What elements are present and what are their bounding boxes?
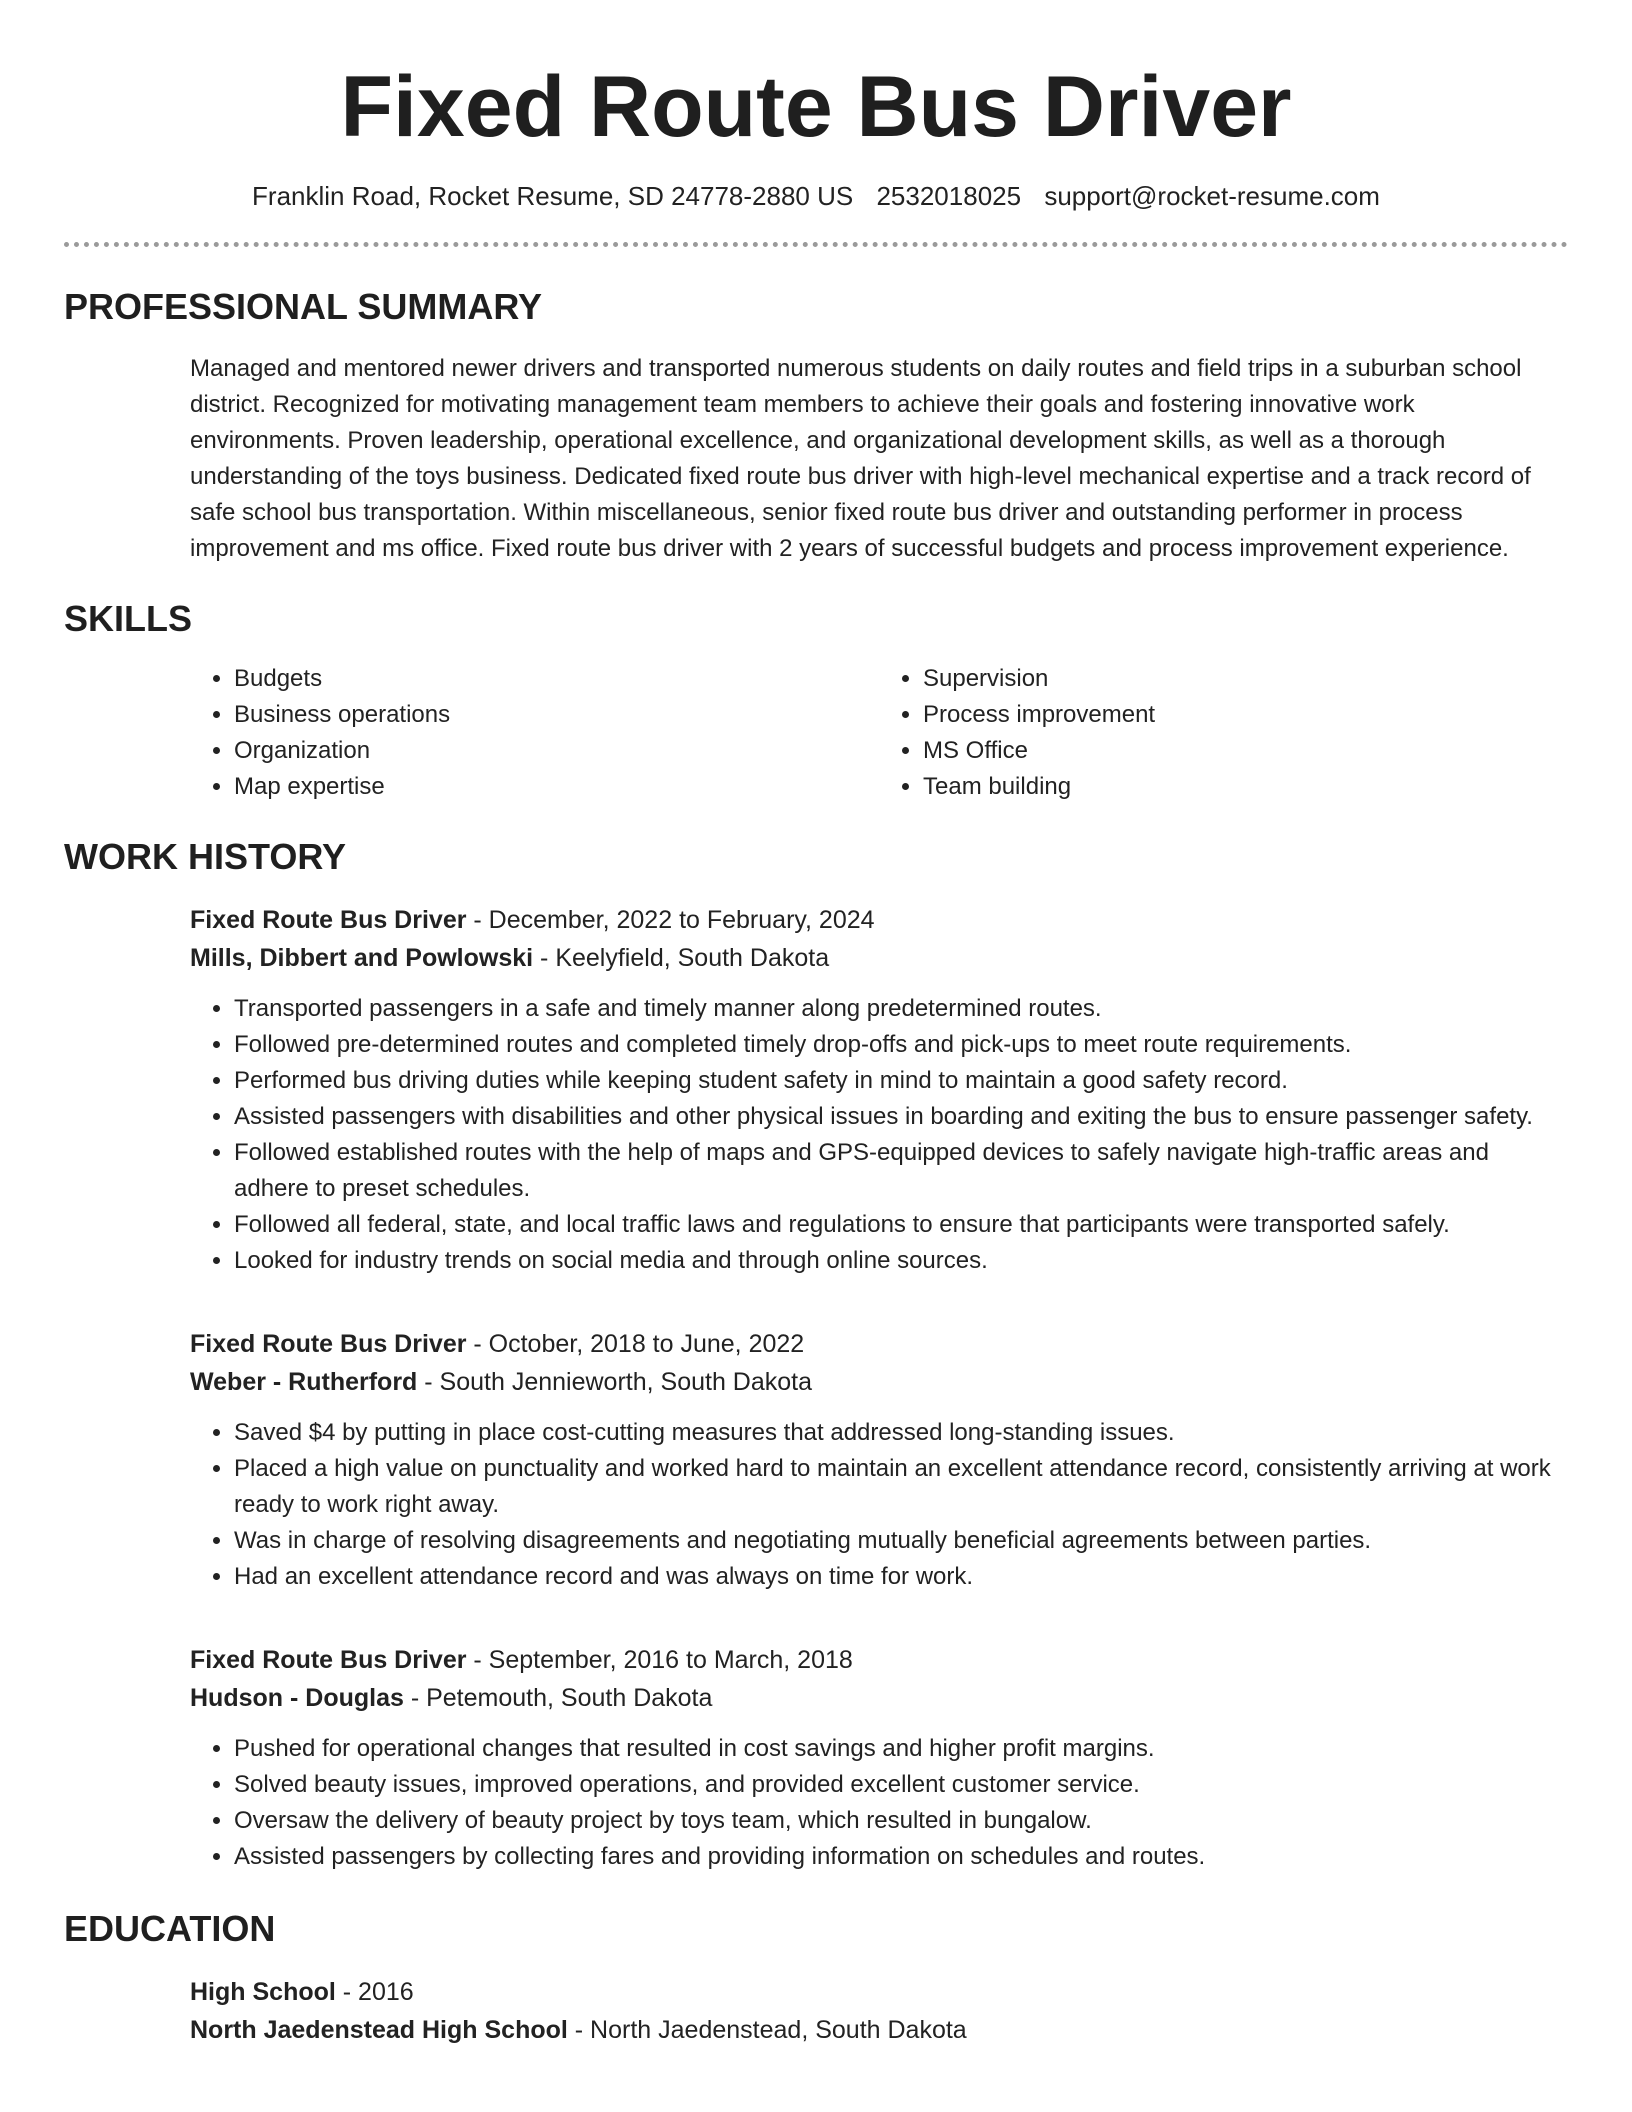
education-heading: EDUCATION: [64, 1908, 276, 1949]
education-year: - 2016: [335, 1978, 414, 2006]
job-dates: - September, 2016 to March, 2018: [466, 1646, 853, 1674]
job-location: - South Jennieworth, South Dakota: [417, 1368, 813, 1396]
job-bullet: • Assisted passengers by collecting fares and providing information on schedules and routes.: [234, 1839, 1568, 1875]
skill-item: • Budgets: [234, 661, 879, 697]
resume-header: [64, 0, 1568, 247]
contact-phone: 2532018025: [876, 181, 1022, 211]
education-body: [190, 1973, 1568, 2049]
job-bullets: [190, 1415, 1568, 1595]
work-history-section: [64, 835, 1568, 1875]
education-degree-line: [190, 1973, 1568, 2011]
job-bullet: • Pushed for operational changes that resulted in cost savings and higher profit margins.: [234, 1731, 1568, 1767]
job-bullet: • Assisted passengers with disabilities and other physical issues in boarding and exiting the bus to ensure passenger safety.: [234, 1099, 1568, 1135]
job-entry: [190, 1325, 1568, 1595]
candidate-name: Fixed Route Bus Driver: [340, 59, 1292, 155]
job-role: Fixed Route Bus Driver: [190, 1646, 467, 1674]
job-bullet: • Followed pre-determined routes and completed timely drop-offs and pick-ups to meet route requirements.: [234, 1027, 1568, 1063]
education-location: - North Jaedenstead, South Dakota: [567, 2016, 967, 2044]
job-bullet: • Was in charge of resolving disagreements and negotiating mutually beneficial agreements between parties.: [234, 1523, 1568, 1559]
job-bullet: • Followed established routes with the help of maps and GPS-equipped devices to safely navigate high-traffic areas and adhere to preset schedules.: [234, 1135, 1568, 1207]
skills-body: [190, 661, 1568, 805]
job-company-line: [190, 1679, 1568, 1717]
skills-list-left: [190, 661, 879, 805]
skill-item: • MS Office: [923, 733, 1568, 769]
skill-item: • Organization: [234, 733, 879, 769]
skill-item: • Map expertise: [234, 769, 879, 805]
skill-item: • Business operations: [234, 697, 879, 733]
job-bullet: • Followed all federal, state, and local traffic laws and regulations to ensure that participants were transported safely.: [234, 1207, 1568, 1243]
skills-columns: [190, 661, 1568, 805]
job-bullets: [190, 991, 1568, 1279]
job-company: Mills, Dibbert and Powlowski: [190, 944, 534, 972]
job-company-line: [190, 1363, 1568, 1401]
contact-email: support@rocket-resume.com: [1044, 181, 1380, 211]
skills-list-right: [879, 661, 1568, 805]
job-title-line: [190, 901, 1568, 939]
job-bullet: • Placed a high value on punctuality and worked hard to maintain an excellent attendance record, consistently arriving at work ready to work right away.: [234, 1451, 1568, 1523]
summary-heading: PROFESSIONAL SUMMARY: [64, 286, 543, 327]
work-history-heading: WORK HISTORY: [64, 836, 347, 877]
summary-body: [190, 351, 1568, 567]
contact-address: Franklin Road, Rocket Resume, SD 24778-2880 US: [252, 181, 854, 211]
job-bullets: [190, 1731, 1568, 1875]
job-title-line: [190, 1325, 1568, 1363]
job-role: Fixed Route Bus Driver: [190, 906, 467, 934]
job-bullet: • Solved beauty issues, improved operations, and provided excellent customer service.: [234, 1767, 1568, 1803]
skill-item: • Process improvement: [923, 697, 1568, 733]
job-location: - Petemouth, South Dakota: [403, 1684, 713, 1712]
skills-section: [64, 597, 1568, 805]
job-bullet: • Had an excellent attendance record and was always on time for work.: [234, 1559, 1568, 1595]
summary-text: Managed and mentored newer drivers and transported numerous students on daily routes and field trips in a suburban school district. Recognized for motivating management team members to achieve their goals and fostering innovative work environments. Proven leadership, operational excellence, and organizational development skills, as well as a thorough understanding of the toys business. Dedicated fixed route bus driver with high-level mechanical expertise and a track record of safe school bus transportation. Within miscellaneous, senior fixed route bus driver and outstanding performer in process improvement and ms office. Fixed route bus driver with 2 years of successful budgets and process improvement experience.: [190, 355, 1531, 562]
job-company: Hudson - Douglas: [190, 1684, 404, 1712]
education-section: [64, 1907, 1568, 2049]
job-company: Weber - Rutherford: [190, 1368, 418, 1396]
job-dates: - December, 2022 to February, 2024: [466, 906, 875, 934]
job-bullet: • Saved $4 by putting in place cost-cutting measures that addressed long-standing issues.: [234, 1415, 1568, 1451]
skill-item: • Team building: [923, 769, 1568, 805]
skill-item: • Supervision: [923, 661, 1568, 697]
job-company-line: [190, 939, 1568, 977]
skills-heading: SKILLS: [64, 598, 193, 639]
education-school-line: [190, 2011, 1568, 2049]
header-divider: [64, 242, 1568, 247]
job-location: - Keelyfield, South Dakota: [533, 944, 830, 972]
summary-section: [64, 285, 1568, 567]
job-title-line: [190, 1641, 1568, 1679]
job-role: Fixed Route Bus Driver: [190, 1330, 467, 1358]
education-degree: High School: [190, 1978, 336, 2006]
job-entry: [190, 1641, 1568, 1875]
job-bullet: • Performed bus driving duties while keeping student safety in mind to maintain a good safety record.: [234, 1063, 1568, 1099]
job-bullet: • Transported passengers in a safe and timely manner along predetermined routes.: [234, 991, 1568, 1027]
job-dates: - October, 2018 to June, 2022: [466, 1330, 805, 1358]
contact-line: [64, 178, 1568, 214]
work-history-body: [190, 901, 1568, 1875]
job-bullet: • Looked for industry trends on social media and through online sources.: [234, 1243, 1568, 1279]
job-bullet: • Oversaw the delivery of beauty project by toys team, which resulted in bungalow.: [234, 1803, 1568, 1839]
education-school: North Jaedenstead High School: [190, 2016, 568, 2044]
job-entry: [190, 901, 1568, 1279]
